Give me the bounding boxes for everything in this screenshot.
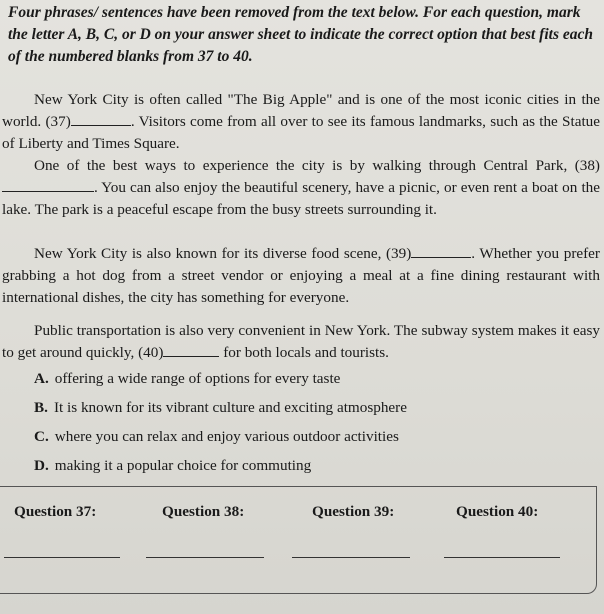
answer-line-40[interactable] bbox=[444, 557, 560, 558]
blank-number-39: (39) bbox=[385, 245, 412, 262]
blank-39[interactable] bbox=[411, 245, 471, 258]
question-37-label: Question 37: bbox=[14, 503, 97, 520]
option-a-letter: A. bbox=[34, 370, 49, 387]
question-40-label: Question 40: bbox=[456, 503, 539, 520]
question-38-label: Question 38: bbox=[162, 503, 245, 520]
answer-line-37[interactable] bbox=[4, 557, 120, 558]
question-39-label: Question 39: bbox=[312, 503, 395, 520]
paragraph-3-text-start: New York City is also known for its diverse food scene, bbox=[34, 245, 386, 262]
paragraph-1-text-end: . Visitors come from all over to see its famous landmarks, such as the Statue of Liberty and Times Square. bbox=[2, 113, 601, 152]
option-a[interactable] bbox=[34, 364, 594, 393]
option-d-letter: D. bbox=[34, 457, 49, 474]
blank-40[interactable] bbox=[163, 344, 219, 357]
option-c[interactable] bbox=[34, 422, 594, 451]
paragraph-3-text-end: . Whether you prefer grabbing a hot dog from a street vendor or enjoying a meal at a fine dining restaurant with international dishes, the city has something for everyone. bbox=[2, 245, 600, 306]
paragraph-4 bbox=[2, 320, 600, 364]
option-c-letter: C. bbox=[34, 428, 49, 445]
option-d[interactable] bbox=[34, 451, 594, 480]
option-b-letter: B. bbox=[34, 399, 48, 416]
blank-number-40: (40) bbox=[138, 344, 164, 361]
answer-options bbox=[34, 364, 594, 480]
paragraph-1-text-start: New York City is often called "The Big Apple" and is one of the most iconic cities in the world. bbox=[2, 91, 600, 130]
paragraph-1 bbox=[2, 89, 600, 155]
option-b-text: It is known for its vibrant culture and exciting atmosphere bbox=[53, 399, 407, 416]
answer-box bbox=[0, 486, 597, 594]
option-c-text: where you can relax and enjoy various outdoor activities bbox=[54, 428, 399, 445]
answer-line-39[interactable] bbox=[292, 557, 410, 558]
blank-37[interactable] bbox=[71, 113, 131, 126]
paragraph-2-text-end: . You can also enjoy the beautiful scenery, have a picnic, or even rent a boat on the lake. The park is a peaceful escape from the busy streets surrounding it. bbox=[2, 179, 600, 218]
option-d-text: making it a popular choice for commuting bbox=[54, 457, 312, 474]
paragraph-2-text-start: One of the best ways to experience the city is by walking through Central Park, bbox=[34, 157, 575, 174]
option-a-text: offering a wide range of options for every taste bbox=[54, 370, 341, 387]
paragraph-2 bbox=[2, 155, 600, 221]
blank-38[interactable] bbox=[2, 179, 94, 192]
paragraph-3 bbox=[2, 243, 600, 309]
option-b[interactable] bbox=[34, 393, 594, 422]
paragraph-4-text-start: Public transportation is also very convenient in New York. The subway system makes it easy to get around quickly, bbox=[2, 322, 600, 361]
instructions: Four phrases/ sentences have been removed from the text below. For each question, mark the letter A, B, C, or D on your answer sheet to indicate the correct option that best fits each of the numbered blanks from 37 to 40. bbox=[8, 4, 593, 65]
blank-number-38: (38) bbox=[574, 157, 600, 174]
answer-line-38[interactable] bbox=[146, 557, 264, 558]
paragraph-4-text-end: for both locals and tourists. bbox=[219, 344, 389, 361]
blank-number-37: (37) bbox=[45, 113, 71, 130]
